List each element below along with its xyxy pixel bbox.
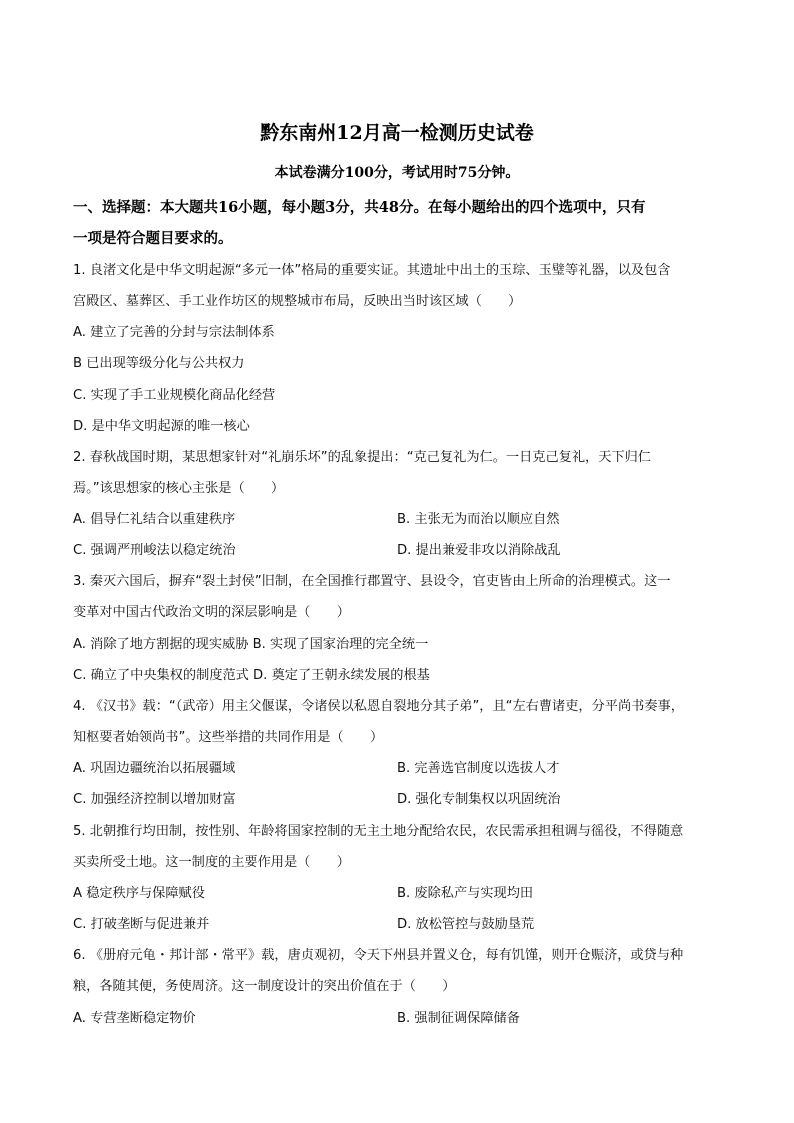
q3-options-cd: C. 确立了中央集权的制度范式 D. 奠定了王朝永续发展的根基 xyxy=(73,668,430,683)
section-heading-line-2: 一项是符合题目要求的。 xyxy=(73,230,233,247)
q3-options-ab: A. 消除了地方割据的现实威胁 B. 实现了国家治理的完全统一 xyxy=(73,637,429,652)
q2-stem-line-1: 2. 春秋战国时期，某思想家针对“礼崩乐坏”的乱象提出：“克己复礼为仁。一日克己复礼，天下归仁 xyxy=(73,450,651,465)
q3-stem-line-1: 3. 秦灭六国后，摒弃“裂土封侯”旧制，在全国推行郡置守、县设令，官吏皆由上所命的治理模式。这一 xyxy=(73,574,671,589)
q5-stem-line-1: 5. 北朝推行均田制，按性别、年龄将国家控制的无主土地分配给农民，农民需承担租调与徭役，不得随意 xyxy=(73,824,684,839)
q1-option-a: A. 建立了完善的分封与宗法制体系 xyxy=(73,325,275,340)
q1-stem-line-1: 1. 良渚文化是中华文明起源“多元一体”格局的重要实证。其遗址中出土的玉琮、玉璧等礼器，以及包含 xyxy=(73,263,671,278)
q4-stem-line-2: 知枢要者始领尚书”。这些举措的共同作用是（ ） xyxy=(73,730,384,745)
q4-option-c: C. 加强经济控制以增加财富 xyxy=(73,792,236,807)
q5-option-a: A 稳定秩序与保障赋役 xyxy=(73,886,205,901)
q6-option-b: B. 强制征调保障储备 xyxy=(397,1011,520,1026)
q1-option-d: D. 是中华文明起源的唯一核心 xyxy=(73,419,250,434)
q2-option-b: B. 主张无为而治以顺应自然 xyxy=(397,512,560,527)
q5-stem-line-2: 买卖所受土地。这一制度的主要作用是（ ） xyxy=(73,855,350,870)
q1-option-b: B 已出现等级分化与公共权力 xyxy=(73,356,245,371)
q2-option-a: A. 倡导仁礼结合以重建秩序 xyxy=(73,512,236,527)
q4-option-a: A. 巩固边疆统治以拓展疆域 xyxy=(73,761,236,776)
q1-stem-line-2: 宫殿区、墓葬区、手工业作坊区的规整城市布局，反映出当时该区域（ ） xyxy=(73,294,522,309)
q4-option-d: D. 强化专制集权以巩固统治 xyxy=(397,792,561,807)
exam-title: 黔东南州12月高一检测历史试卷 xyxy=(260,122,534,144)
q5-option-c: C. 打破垄断与促进兼并 xyxy=(73,917,210,932)
q2-stem-line-2: 焉。”该思想家的核心主张是（ ） xyxy=(73,481,285,496)
exam-subtitle: 本试卷满分100分，考试用时75分钟。 xyxy=(274,165,520,181)
q5-option-d: D. 放松管控与鼓励垦荒 xyxy=(397,917,535,932)
q2-option-c: C. 强调严刑峻法以稳定统治 xyxy=(73,543,236,558)
q6-option-a: A. 专营垄断稳定物价 xyxy=(73,1011,196,1026)
q6-stem-line-1: 6. 《册府元龟・邦计部・常平》载，唐贞观初，令天下州县并置义仓，每有饥馑，则开仓赈济，或贷与种 xyxy=(73,948,684,963)
q5-option-b: B. 废除私产与实现均田 xyxy=(397,886,534,901)
q6-stem-line-2: 粮，各随其便，务使周济。这一制度设计的突出价值在于（ ） xyxy=(73,979,456,994)
section-heading-line-1: 一、选择题：本大题共16小题，每小题3分，共48分。在每小题给出的四个选项中，只有 xyxy=(73,199,646,216)
q4-option-b: B. 完善选官制度以选拔人才 xyxy=(397,761,560,776)
q2-option-d: D. 提出兼爱非攻以消除战乱 xyxy=(397,543,561,558)
q4-stem-line-1: 4. 《汉书》载：“（武帝）用主父偃谋，令诸侯以私恩自裂地分其子弟”，且“左右曹诸吏，分平尚书奏事， xyxy=(73,699,684,714)
q1-option-c: C. 实现了手工业规模化商品化经营 xyxy=(73,388,276,403)
q3-stem-line-2: 变革对中国古代政治文明的深层影响是（ ） xyxy=(73,605,350,620)
